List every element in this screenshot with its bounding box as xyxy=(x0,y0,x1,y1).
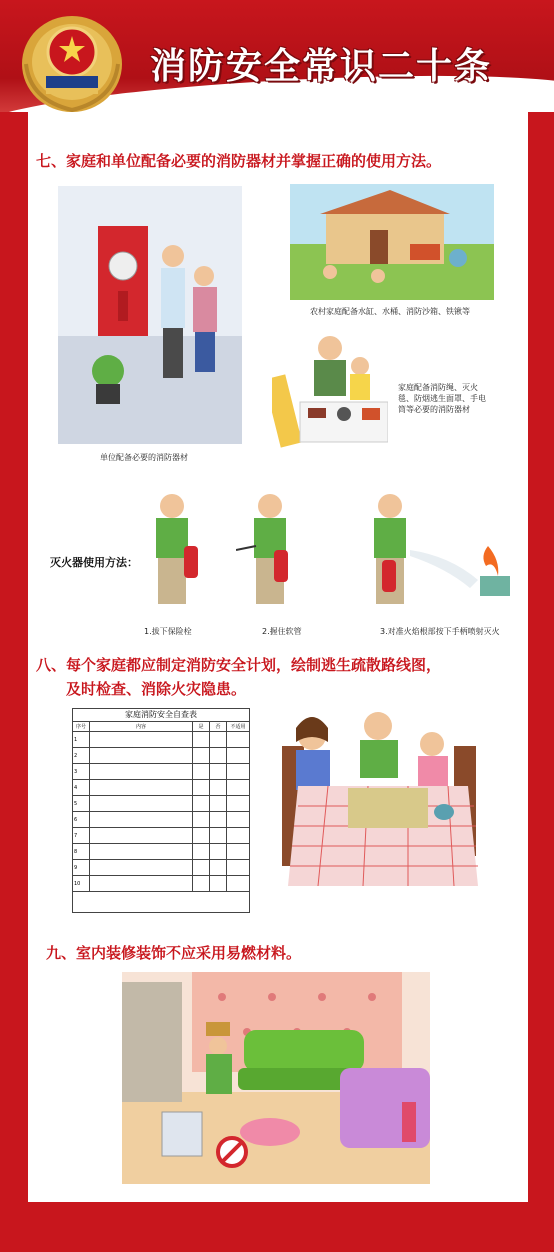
home-equipment-caption: 家庭配备消防绳、灭火毯、防烟逃生面罩、手电筒等必要的消防器材 xyxy=(398,383,486,414)
footer-band xyxy=(0,1202,554,1252)
step1-caption: 1.拔下保险栓 xyxy=(144,627,192,636)
extinguisher-step3-illustration xyxy=(360,490,520,614)
frame-left xyxy=(20,112,28,1202)
extinguisher-method-label: 灭火器使用方法： xyxy=(50,556,138,569)
section-8-heading-line2: 及时检查、消除火灾隐患。 xyxy=(66,680,247,698)
checklist-col-no: 否 xyxy=(210,722,227,732)
checklist-col-index: 序号 xyxy=(73,722,90,732)
section-8-heading-line1: 八、每个家庭都应制定消防安全计划，绘制逃生疏散路线图， xyxy=(36,656,442,674)
table-row: 4 xyxy=(73,780,250,796)
section-9-heading: 九、室内装修装饰不应采用易燃材料。 xyxy=(46,944,302,962)
frame-right xyxy=(528,112,536,1202)
extinguisher-step1-illustration xyxy=(140,490,210,614)
table-row: 8 xyxy=(73,844,250,860)
table-row: 1 xyxy=(73,732,250,748)
table-row: 10 xyxy=(73,876,250,892)
step3-caption: 3.对准火焰根部按下手柄喷射灭火 xyxy=(380,627,500,636)
checklist-col-content: 内容 xyxy=(90,722,193,732)
table-row: 7 xyxy=(73,828,250,844)
checklist-note xyxy=(72,892,250,913)
table-row: 9 xyxy=(73,860,250,876)
table-row: 6 xyxy=(73,812,250,828)
police-emblem-icon xyxy=(16,4,128,116)
table-row: 2 xyxy=(73,748,250,764)
checklist-col-na: 不适用 xyxy=(227,722,250,732)
home-fire-equipment-illustration xyxy=(272,326,388,464)
checklist-title: 家庭消防安全自查表 xyxy=(72,708,250,721)
fire-safety-checklist xyxy=(72,708,250,913)
step2-caption: 2.握住软管 xyxy=(262,627,302,636)
page-title: 消防安全常识二十条 xyxy=(150,46,493,87)
unit-fire-equipment-illustration xyxy=(58,186,242,444)
rural-home-illustration xyxy=(290,184,494,300)
section-7-heading: 七、家庭和单位配备必要的消防器材并掌握正确的使用方法。 xyxy=(36,152,442,170)
table-row: 5 xyxy=(73,796,250,812)
title-banner xyxy=(150,38,530,90)
unit-equipment-caption: 单位配备必要的消防器材 xyxy=(100,453,188,462)
interior-decoration-illustration xyxy=(122,972,430,1184)
family-escape-plan-illustration xyxy=(278,706,482,910)
table-row: 3 xyxy=(73,764,250,780)
extinguisher-step2-illustration xyxy=(236,490,306,614)
rural-home-caption: 农村家庭配备水缸、水桶、消防沙箱、铁锹等 xyxy=(310,307,470,316)
checklist-col-yes: 是 xyxy=(193,722,210,732)
checklist-table xyxy=(72,721,250,892)
